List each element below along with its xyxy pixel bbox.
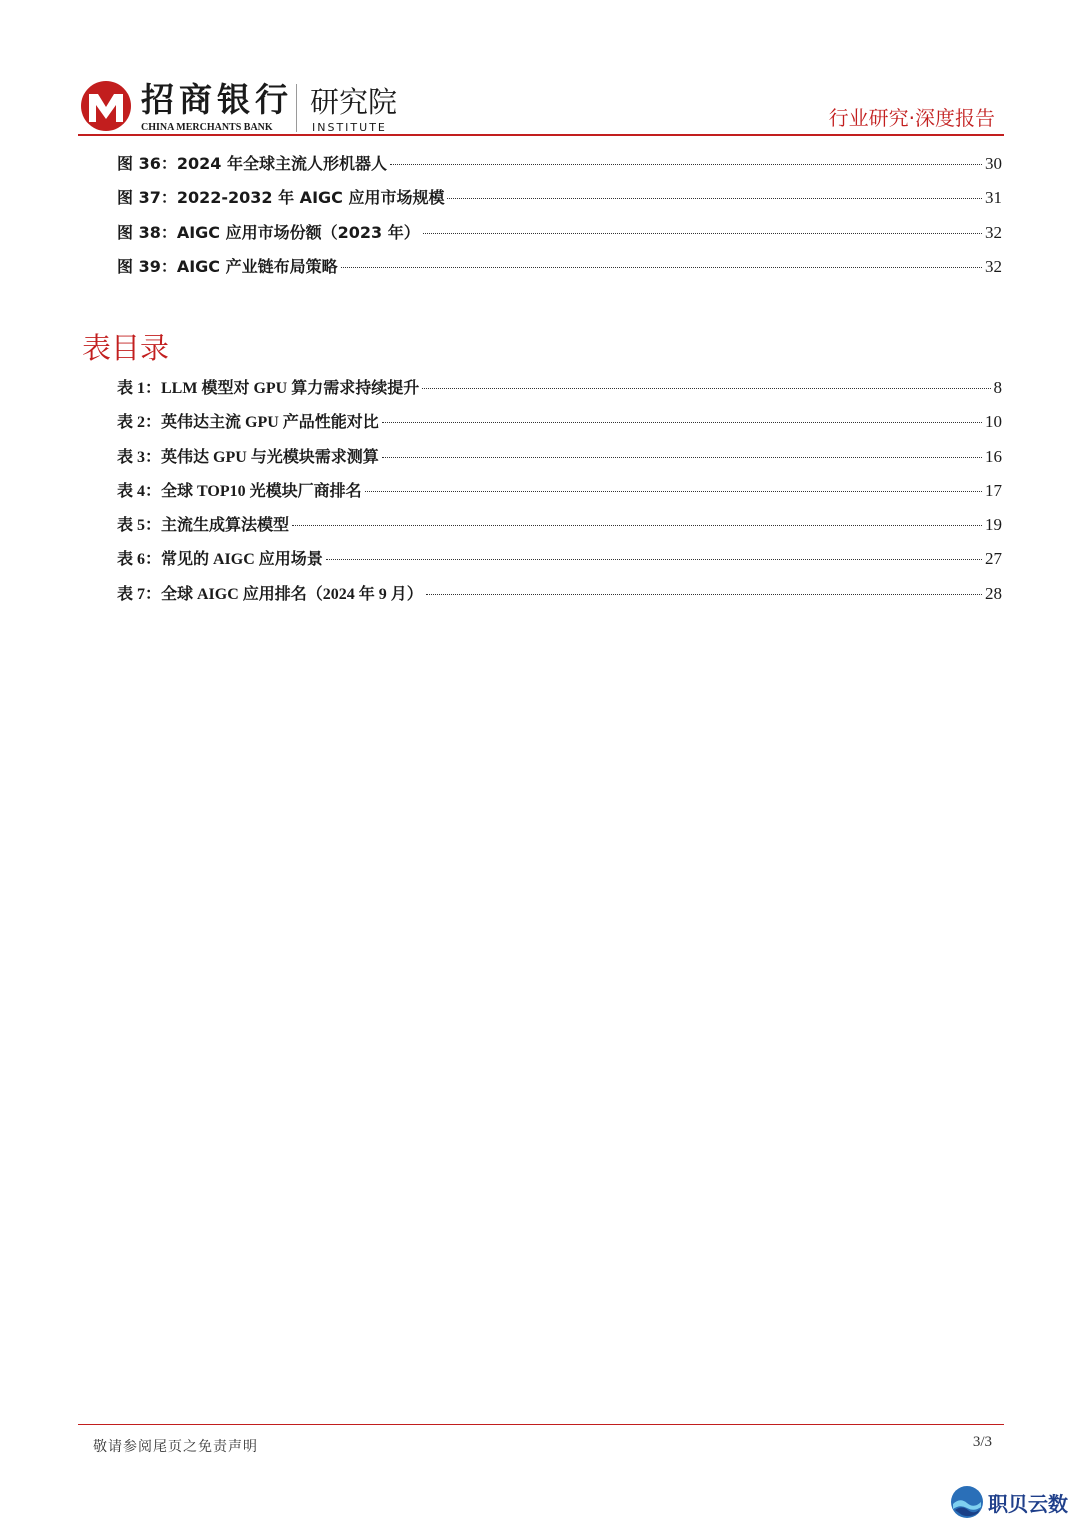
toc-entry[interactable]: [117, 221, 1002, 255]
toc-leader: [390, 164, 982, 165]
figures-toc: [117, 152, 1002, 289]
page-number: 3/3: [972, 1434, 992, 1450]
tables-toc: [117, 376, 1002, 616]
toc-entry[interactable]: [117, 255, 1002, 289]
bank-name-en: CHINA MERCHANTS BANK: [141, 122, 273, 133]
toc-entry-label: 图 37：2022-2032 年 AIGC 应用市场规模: [117, 188, 445, 208]
toc-entry[interactable]: [117, 479, 1002, 513]
toc-entry-label: 图 36：2024 年全球主流人形机器人: [117, 154, 387, 173]
toc-leader: [326, 559, 982, 560]
toc-entry-page: 19: [985, 515, 1002, 535]
watermark-text: 职贝云数: [988, 1492, 1068, 1516]
toc-leader: [422, 388, 990, 389]
footer-rule: [78, 1424, 1004, 1425]
toc-entry[interactable]: [117, 547, 1002, 581]
toc-entry-page: 16: [985, 446, 1002, 466]
toc-entry-label: 表 5：主流生成算法模型: [117, 517, 290, 535]
toc-entry[interactable]: [117, 445, 1002, 479]
toc-entry[interactable]: [117, 152, 1002, 186]
toc-leader: [447, 198, 982, 199]
header-divider: [296, 84, 297, 132]
toc-leader: [382, 457, 982, 458]
toc-entry-page: 32: [985, 222, 1002, 242]
institute-name-en: INSTITUTE: [312, 121, 387, 134]
toc-entry-page: 8: [993, 378, 1002, 397]
toc-entry[interactable]: [117, 186, 1002, 220]
toc-entry[interactable]: [117, 513, 1002, 547]
toc-leader: [341, 267, 982, 268]
toc-entry-label: 表 7：全球 AIGC 应用排名（2024 年 9 月）: [117, 585, 423, 603]
toc-leader: [423, 233, 982, 234]
toc-entry-page: 28: [985, 583, 1002, 603]
toc-leader: [292, 525, 982, 526]
toc-leader: [365, 491, 982, 492]
toc-entry-label: 图 39：AIGC 产业链布局策略: [117, 256, 338, 276]
zhibei-logo-icon: [950, 1485, 984, 1519]
china-merchants-bank-logo-icon: [80, 80, 132, 132]
toc-entry[interactable]: [117, 410, 1002, 444]
toc-entry-label: 表 3：英伟达 GPU 与光模块需求测算: [117, 448, 379, 466]
toc-entry-label: 表 1：LLM 模型对 GPU 算力需求持续提升: [117, 380, 420, 397]
bank-name-cn: 招商银行: [141, 80, 293, 119]
toc-entry-page: 31: [985, 188, 1002, 208]
toc-entry-label: 表 2：英伟达主流 GPU 产品性能对比: [117, 414, 379, 432]
toc-entry-page: 17: [985, 480, 1002, 500]
toc-entry[interactable]: [117, 582, 1002, 616]
report-type: 行业研究·深度报告: [828, 106, 995, 130]
toc-entry-page: 30: [985, 154, 1002, 173]
toc-leader: [382, 422, 982, 423]
toc-entry-label: 表 4：全球 TOP10 光模块厂商排名: [117, 482, 362, 500]
institute-name-cn: 研究院: [310, 85, 398, 119]
toc-entry-page: 10: [985, 412, 1002, 432]
toc-entry-label: 图 38：AIGC 应用市场份额（2023 年）: [117, 222, 420, 242]
toc-entry-page: 27: [985, 549, 1002, 569]
disclaimer-note: 敬请参阅尾页之免责声明: [93, 1440, 258, 1455]
toc-entry[interactable]: [117, 376, 1002, 410]
toc-leader: [426, 594, 982, 595]
header-rule: [78, 134, 1004, 136]
toc-entry-page: 32: [985, 256, 1002, 276]
toc-entry-label: 表 6：常见的 AIGC 应用场景: [117, 551, 323, 569]
tables-toc-title: 表目录: [82, 331, 170, 365]
